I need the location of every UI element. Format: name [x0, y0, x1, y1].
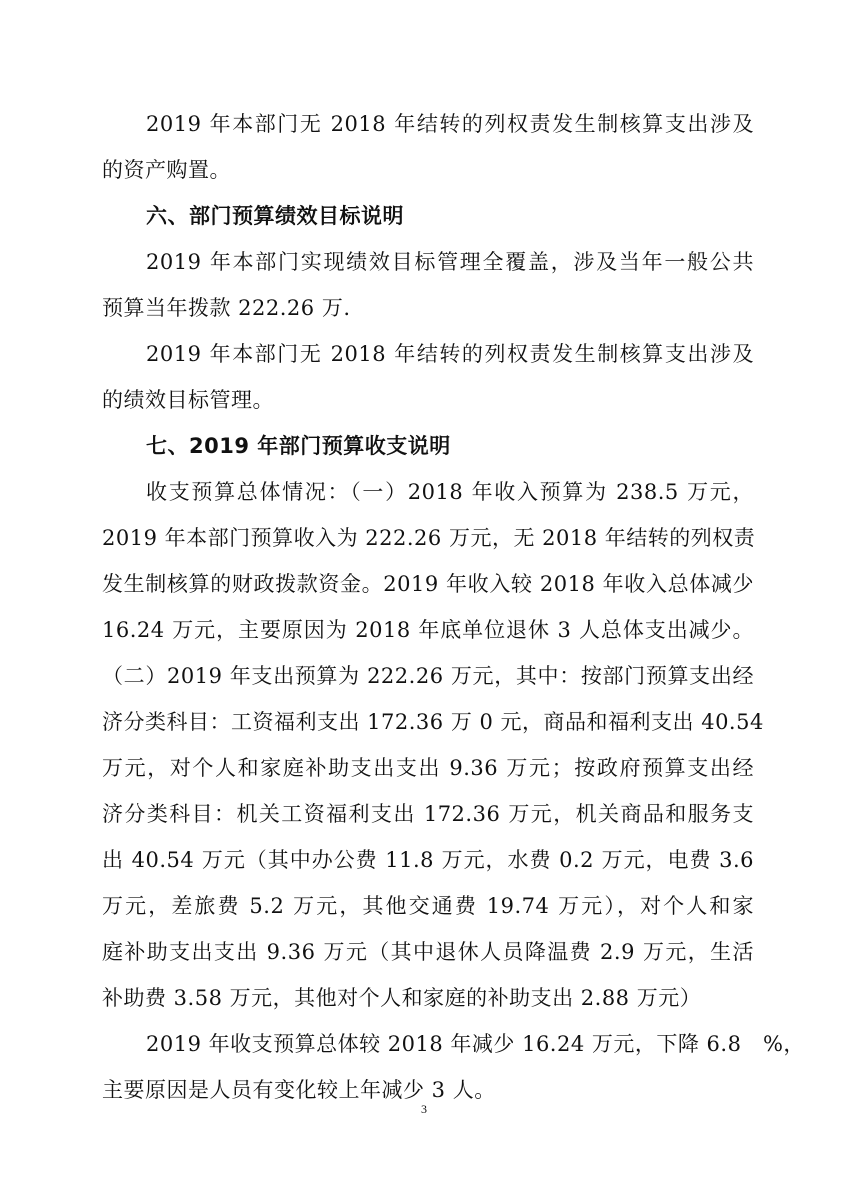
paragraph-line: 万元，对个人和家庭补助支出支出 9.36 万元；按政府预算支出经	[102, 756, 754, 780]
paragraph-line: 2019 年本部门预算收入为 222.26 万元，无 2018 年结转的列权责	[102, 526, 756, 550]
paragraph-line: 主要原因是人员有变化较上年减少 3 人。	[102, 1078, 496, 1102]
paragraph-line: 济分类科目：工资福利支出 172.36 万 0 元，商品和福利支出 40.54	[102, 710, 764, 734]
paragraph-line: 补助费 3.58 万元，其他对个人和家庭的补助支出 2.88 万元）	[102, 986, 702, 1010]
paragraph-line: 预算当年拨款 222.26 万.	[102, 296, 351, 320]
paragraph-line: （二）2019 年支出预算为 222.26 万元，其中：按部门预算支出经	[102, 664, 754, 688]
section-heading: 七、2019 年部门预算收支说明	[146, 434, 451, 458]
paragraph-line: 2019 年本部门无 2018 年结转的列权责发生制核算支出涉及	[146, 112, 754, 136]
paragraph-line: 发生制核算的财政拨款资金。2019 年收入较 2018 年收入总体减少	[102, 572, 754, 596]
paragraph-line: 庭补助支出支出 9.36 万元（其中退休人员降温费 2.9 万元，生活	[102, 940, 754, 964]
paragraph-line: 2019 年本部门无 2018 年结转的列权责发生制核算支出涉及	[146, 342, 754, 366]
paragraph-line: 收支预算总体情况：（一）2018 年收入预算为 238.5 万元，	[146, 480, 754, 504]
paragraph-line: 16.24 万元，主要原因为 2018 年底单位退休 3 人总体支出减少。	[102, 618, 754, 642]
paragraph-line: 济分类科目：机关工资福利支出 172.36 万元，机关商品和服务支	[102, 802, 754, 826]
paragraph-line: 2019 年收支预算总体较 2018 年减少 16.24 万元，下降 6.8 %，	[146, 1032, 805, 1056]
paragraph-line: 的绩效目标管理。	[102, 388, 274, 412]
section-heading: 六、部门预算绩效目标说明	[146, 204, 404, 228]
paragraph-line: 2019 年本部门实现绩效目标管理全覆盖，涉及当年一般公共	[146, 250, 754, 274]
paragraph-line: 出 40.54 万元（其中办公费 11.8 万元，水费 0.2 万元，电费 3.6	[102, 848, 754, 872]
page-number: 3	[421, 1102, 427, 1116]
paragraph-line: 万元，差旅费 5.2 万元，其他交通费 19.74 万元），对个人和家	[102, 894, 754, 918]
paragraph-line: 的资产购置。	[102, 158, 231, 182]
